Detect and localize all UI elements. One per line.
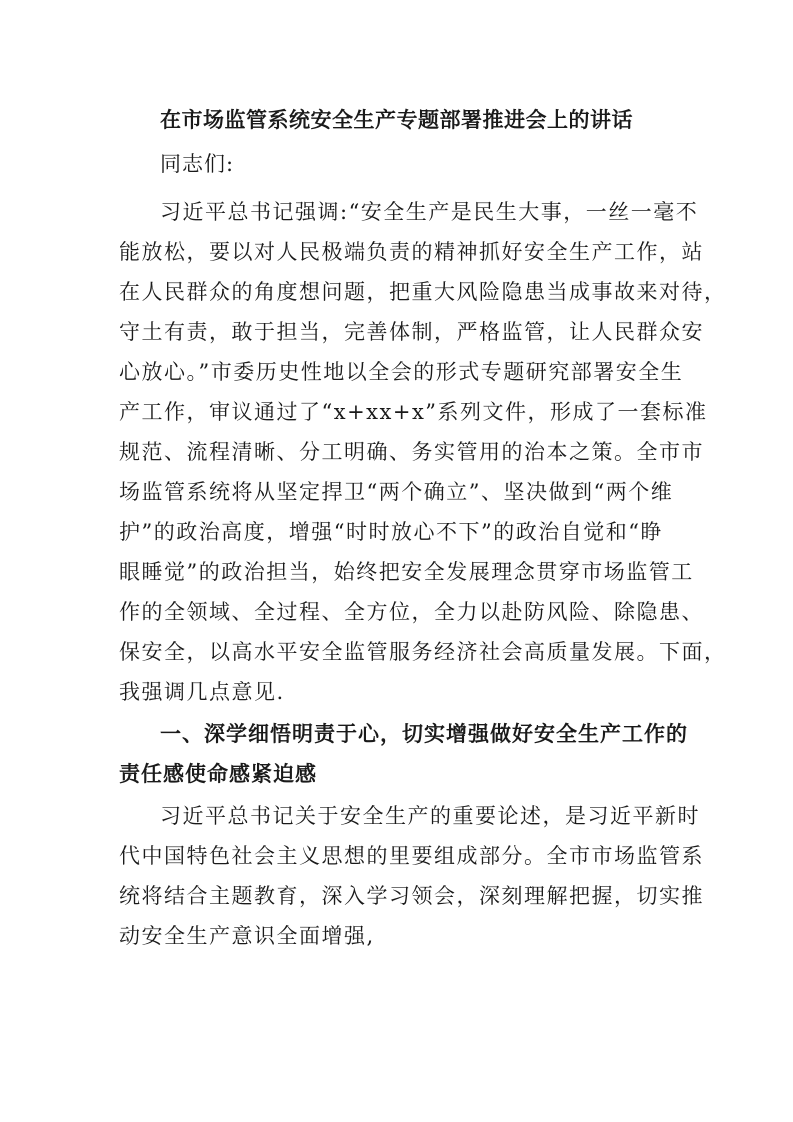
paragraph-line: 场监管系统将从坚定捍卫“两个确立”、坚决做到“两个维 xyxy=(119,480,674,504)
paragraph-line: 产工作，审议通过了“x+xx+x”系列文件，形成了一套标准 xyxy=(119,400,708,424)
section-heading-line: 责任感使命感紧迫感 xyxy=(119,761,317,786)
paragraph-line: 习近平总书记关于安全生产的重要论述，是习近平新时 xyxy=(160,804,700,828)
paragraph-line: 守土有责，敢于担当，完善体制，严格监管，让人民群众安 xyxy=(119,320,704,344)
paragraph-line: 心放心。”市委历史性地以全会的形式专题研究部署安全生 xyxy=(119,360,684,384)
paragraph-line: 保安全，以高水平安全监管服务经济社会高质量发展。下面， xyxy=(119,640,727,664)
paragraph-line: 规范、流程清晰、分工明确、务实管用的治本之策。全市市 xyxy=(119,440,704,464)
paragraph-line: 能放松，要以对人民极端负责的精神抓好安全生产工作，站 xyxy=(119,240,704,264)
paragraph-line: 习近平总书记强调:“安全生产是民生大事，一丝一毫不 xyxy=(160,200,699,224)
paragraph-line: 我强调几点意见. xyxy=(119,680,285,704)
paragraph-line: 护”的政治高度，增强“时时放心不下”的政治自觉和“睁 xyxy=(119,520,663,544)
document-title: 在市场监管系统安全生产专题部署推进会上的讲话 xyxy=(160,107,633,132)
section-heading-line: 一、深学细悟明责于心，切实增强做好安全生产工作的 xyxy=(160,721,688,746)
paragraph-line: 眼睡觉”的政治担当，始终把安全发展理念贯穿市场监管工 xyxy=(119,560,694,584)
paragraph-line: 作的全领域、全过程、全方位，全力以赴防风险、除隐患、 xyxy=(119,600,704,624)
paragraph-line: 在人民群众的角度想问题，把重大风险隐患当成事故来对待， xyxy=(119,280,727,304)
salutation: 同志们: xyxy=(160,152,235,176)
paragraph-line: 动安全生产意识全面增强, xyxy=(119,924,375,948)
paragraph-line: 统将结合主题教育，深入学习领会，深刻理解把握，切实推 xyxy=(119,884,704,908)
paragraph-line: 代中国特色社会主义思想的里要组成部分。全市市场监管系 xyxy=(119,844,704,868)
